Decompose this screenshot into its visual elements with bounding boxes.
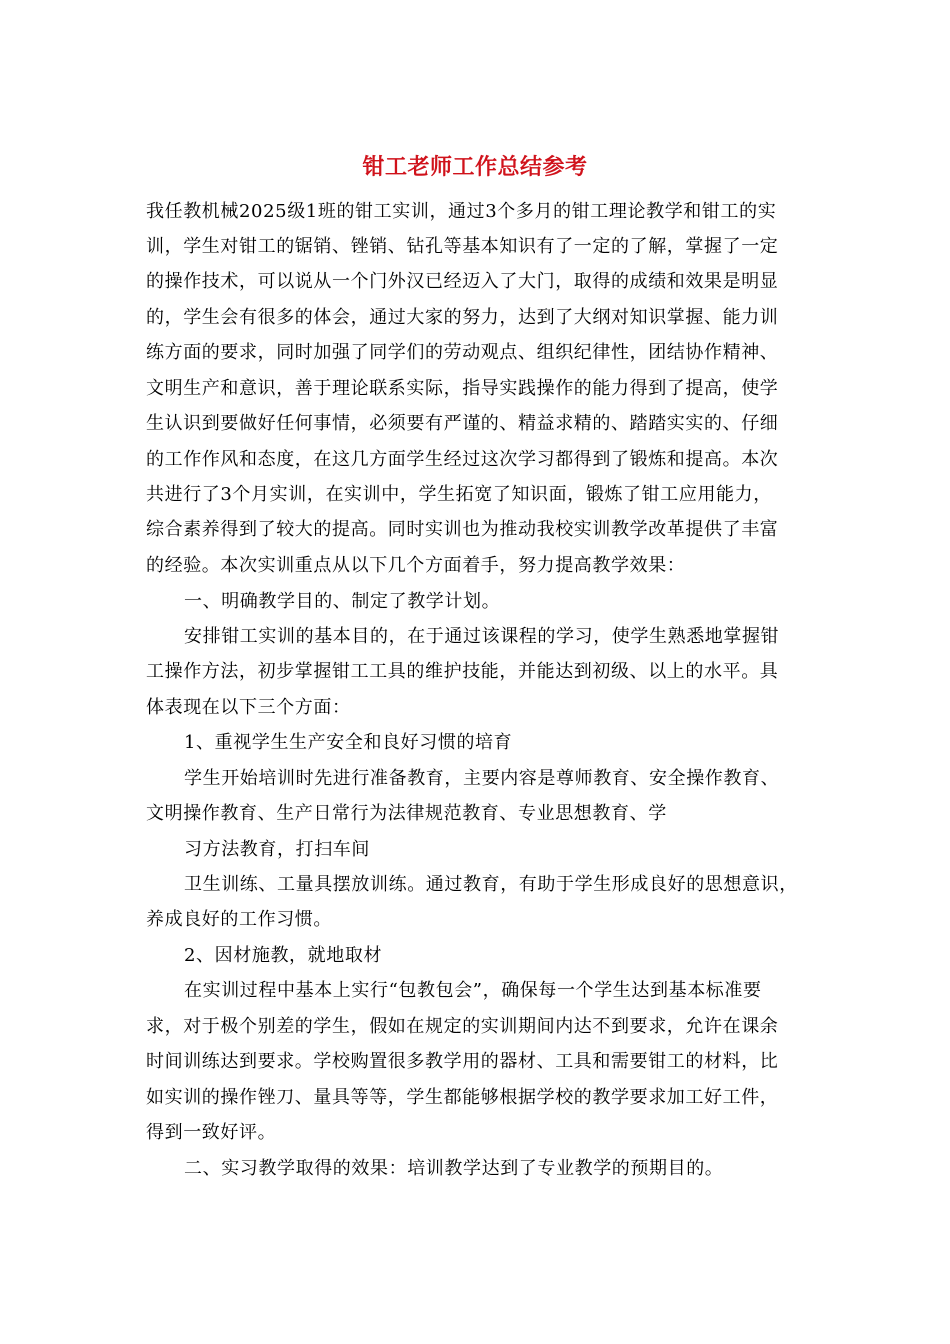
paragraph-line: 养成良好的工作习惯。	[146, 909, 332, 930]
paragraph-line: 的工作作风和态度，在这几方面学生经过这次学习都得到了锻炼和提高。本次	[146, 449, 779, 470]
section-heading: 一、明确教学目的、制定了教学计划。	[184, 591, 501, 612]
paragraph-line: 在实训过程中基本上实行“包教包会”，确保每一个学生达到基本标准要	[184, 980, 762, 1001]
paragraph-line: 卫生训练、工量具摆放训练。通过教育，有助于学生形成良好的思想意识，	[184, 874, 798, 895]
paragraph-line: 工操作方法，初步掌握钳工工具的维护技能，并能达到初级、以上的水平。具	[146, 661, 779, 682]
paragraph-line: 共进行了3个月实训，在实训中，学生拓宽了知识面，锻炼了钳工应用能力，	[146, 484, 772, 505]
subsection-heading: 2、因材施教，就地取材	[184, 945, 383, 966]
paragraph-line: 学生开始培训时先进行准备教育，主要内容是尊师教育、安全操作教育、	[184, 768, 780, 789]
paragraph-line: 的操作技术，可以说从一个门外汉已经迈入了大门，取得的成绩和效果是明显	[146, 271, 779, 292]
paragraph-line: 练方面的要求，同时加强了同学们的劳动观点、组织纪律性，团结协作精神、	[146, 342, 779, 363]
paragraph-line: 我任教机械2025级1班的钳工实训，通过3个多月的钳工理论教学和钳工的实	[146, 201, 777, 222]
paragraph-line: 求，对于极个别差的学生，假如在规定的实训期间内达不到要求，允许在课余	[146, 1016, 779, 1037]
paragraph-line: 文明操作教育、生产日常行为法律规范教育、专业思想教育、学	[146, 803, 667, 824]
document-title: 钳工老师工作总结参考	[362, 154, 588, 180]
section-heading: 二、实习教学取得的效果：培训教学达到了专业教学的预期目的。	[184, 1158, 724, 1179]
paragraph-line: 综合素养得到了较大的提高。同时实训也为推动我校实训教学改革提供了丰富	[146, 519, 779, 540]
subsection-heading: 1、重视学生生产安全和良好习惯的培育	[184, 732, 513, 753]
paragraph-line: 时间训练达到要求。学校购置很多教学用的器材、工具和需要钳工的材料，比	[146, 1051, 779, 1072]
paragraph-line: 安排钳工实训的基本目的，在于通过该课程的学习，使学生熟悉地掌握钳	[184, 626, 780, 647]
paragraph-line: 的经验。本次实训重点从以下几个方面着手，努力提高教学效果：	[146, 555, 686, 576]
paragraph-line: 如实训的操作锉刀、量具等等，学生都能够根据学校的教学要求加工好工件，	[146, 1087, 779, 1108]
paragraph-line: 的，学生会有很多的体会，通过大家的努力，达到了大纲对知识掌握、能力训	[146, 307, 779, 328]
paragraph-line: 生认识到要做好任何事情，必须要有严谨的、精益求精的、踏踏实实的、仔细	[146, 413, 779, 434]
paragraph-line: 训，学生对钳工的锯销、锉销、钻孔等基本知识有了一定的了解，掌握了一定	[146, 236, 779, 257]
paragraph-line: 文明生产和意识，善于理论联系实际，指导实践操作的能力得到了提高，使学	[146, 378, 779, 399]
paragraph-line: 得到一致好评。	[146, 1122, 277, 1143]
paragraph-line: 体表现在以下三个方面：	[146, 697, 351, 718]
paragraph-line: 习方法教育，打扫车间	[184, 839, 370, 860]
